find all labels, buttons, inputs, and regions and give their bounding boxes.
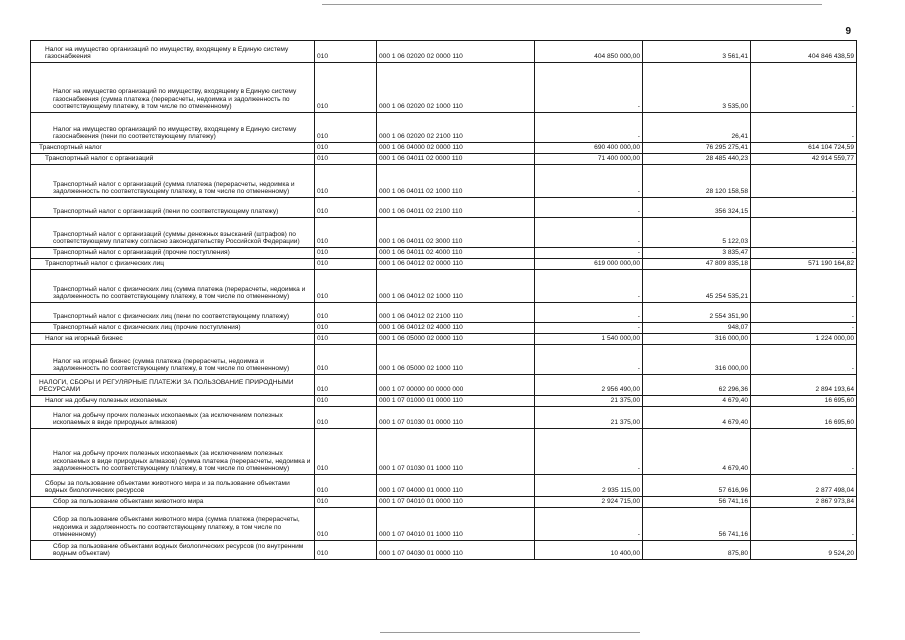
cell-rest: 614 104 724,59 <box>751 143 857 154</box>
cell-code: 010 <box>315 63 377 113</box>
cell-fact: 4 679,40 <box>643 396 751 407</box>
cell-rest: - <box>751 218 857 248</box>
table-row <box>31 334 857 345</box>
cell-name: Сборы за пользование объектами животного мира и за пользование объектами водных биологических ресурсов <box>31 475 315 497</box>
cell-code: 010 <box>315 323 377 334</box>
cell-code: 010 <box>315 541 377 560</box>
cell-code: 010 <box>315 497 377 508</box>
cell-rest: - <box>751 63 857 113</box>
cell-fact: 56 741,16 <box>643 508 751 541</box>
cell-name: Сбор за пользование объектами водных биологических ресурсов (по внутренним водным объектам) <box>31 541 315 560</box>
table-row <box>31 165 857 198</box>
cell-name: Транспортный налог с организаций (пени по соответствующему платежу) <box>31 198 315 218</box>
cell-fact: 62 296,36 <box>643 375 751 396</box>
cell-rest: - <box>751 113 857 143</box>
table-row <box>31 113 857 143</box>
cell-kbk: 000 1 07 04030 01 0000 110 <box>377 541 535 560</box>
table-row <box>31 143 857 154</box>
cell-name: Налог на имущество организаций по имуществу, входящему в Единую систему газоснабжения (пени по соответствующему платежу) <box>31 113 315 143</box>
cell-kbk: 000 1 07 04000 01 0000 110 <box>377 475 535 497</box>
cell-code: 010 <box>315 345 377 375</box>
cell-kbk: 000 1 06 04012 02 4000 110 <box>377 323 535 334</box>
cell-name: Налог на имущество организаций по имуществу, входящему в Единую систему газоснабжения (сумма платежа (перерасчеты, недоимка и задолженность по соответствующему платежу, в том числе по отмененному) <box>31 63 315 113</box>
cell-code: 010 <box>315 143 377 154</box>
cell-rest: 571 190 164,82 <box>751 259 857 270</box>
scan-line-top <box>322 4 822 5</box>
cell-code: 010 <box>315 334 377 345</box>
table-row <box>31 475 857 497</box>
cell-kbk: 000 1 06 04011 02 1000 110 <box>377 165 535 198</box>
cell-code: 010 <box>315 198 377 218</box>
table-row <box>31 375 857 396</box>
cell-kbk: 000 1 06 04000 02 0000 110 <box>377 143 535 154</box>
cell-fact: 875,80 <box>643 541 751 560</box>
table-row <box>31 345 857 375</box>
table-row <box>31 497 857 508</box>
cell-plan: - <box>535 63 643 113</box>
cell-rest: 9 524,20 <box>751 541 857 560</box>
cell-kbk: 000 1 06 04012 02 0000 110 <box>377 259 535 270</box>
cell-name: Транспортный налог с организаций <box>31 154 315 165</box>
cell-name: Налог на добычу полезных ископаемых <box>31 396 315 407</box>
table-row <box>31 259 857 270</box>
cell-kbk: 000 1 07 01030 01 0000 110 <box>377 407 535 429</box>
table-row <box>31 198 857 218</box>
cell-kbk: 000 1 07 04010 01 0000 110 <box>377 497 535 508</box>
cell-fact: 3 535,00 <box>643 63 751 113</box>
cell-kbk: 000 1 06 05000 02 1000 110 <box>377 345 535 375</box>
cell-kbk: 000 1 06 04012 02 1000 110 <box>377 270 535 303</box>
cell-fact: 5 122,03 <box>643 218 751 248</box>
cell-kbk: 000 1 06 02020 02 0000 110 <box>377 41 535 63</box>
cell-fact: 28 485 440,23 <box>643 154 751 165</box>
scan-line-bottom <box>380 632 640 633</box>
cell-kbk: 000 1 06 04011 02 0000 110 <box>377 154 535 165</box>
cell-plan: 71 400 000,00 <box>535 154 643 165</box>
cell-fact: 76 295 275,41 <box>643 143 751 154</box>
cell-kbk: 000 1 07 04010 01 1000 110 <box>377 508 535 541</box>
cell-plan: 21 375,00 <box>535 396 643 407</box>
cell-rest: 2 894 193,64 <box>751 375 857 396</box>
cell-plan: - <box>535 508 643 541</box>
report-table <box>30 40 857 560</box>
cell-rest: 2 877 498,04 <box>751 475 857 497</box>
cell-plan: 690 400 000,00 <box>535 143 643 154</box>
cell-name: НАЛОГИ, СБОРЫ И РЕГУЛЯРНЫЕ ПЛАТЕЖИ ЗА ПОЛЬЗОВАНИЕ ПРИРОДНЫМИ РЕСУРСАМИ <box>31 375 315 396</box>
cell-rest: - <box>751 270 857 303</box>
cell-rest: - <box>751 323 857 334</box>
cell-kbk: 000 1 06 04011 02 2100 110 <box>377 198 535 218</box>
cell-code: 010 <box>315 407 377 429</box>
cell-fact: 56 741,16 <box>643 497 751 508</box>
cell-plan: 21 375,00 <box>535 407 643 429</box>
cell-code: 010 <box>315 165 377 198</box>
table-row <box>31 508 857 541</box>
cell-kbk: 000 1 06 02020 02 2100 110 <box>377 113 535 143</box>
cell-plan: - <box>535 323 643 334</box>
cell-rest: 1 224 000,00 <box>751 334 857 345</box>
cell-name: Транспортный налог с физических лиц (пени по соответствующему платежу) <box>31 303 315 323</box>
cell-fact: 57 616,96 <box>643 475 751 497</box>
cell-fact: 316 000,00 <box>643 334 751 345</box>
cell-rest: - <box>751 345 857 375</box>
table-row <box>31 154 857 165</box>
cell-fact: 356 324,15 <box>643 198 751 218</box>
cell-rest: - <box>751 508 857 541</box>
cell-name: Налог на имущество организаций по имуществу, входящему в Единую систему газоснабжения <box>31 41 315 63</box>
cell-plan: - <box>535 270 643 303</box>
cell-code: 010 <box>315 303 377 323</box>
cell-name: Транспортный налог с физических лиц <box>31 259 315 270</box>
cell-plan: - <box>535 345 643 375</box>
cell-code: 010 <box>315 375 377 396</box>
cell-rest: - <box>751 248 857 259</box>
cell-plan: - <box>535 218 643 248</box>
cell-name: Транспортный налог с организаций (сумма платежа (перерасчеты, недоимка и задолженность по соответствующему платежу, в том числе по отмененному) <box>31 165 315 198</box>
cell-kbk: 000 1 06 02020 02 1000 110 <box>377 63 535 113</box>
cell-plan: 2 956 490,00 <box>535 375 643 396</box>
cell-fact: 948,07 <box>643 323 751 334</box>
cell-code: 010 <box>315 396 377 407</box>
cell-name: Сбор за пользование объектами животного мира (сумма платежа (перерасчеты, недоимка и задолженность по соответствующему платежу, в том числе по отмененному) <box>31 508 315 541</box>
cell-kbk: 000 1 07 01000 01 0000 110 <box>377 396 535 407</box>
cell-name: Налог на игорный бизнес (сумма платежа (перерасчеты, недоимка и задолженность по соответствующему платежу, в том числе по отмененному) <box>31 345 315 375</box>
cell-code: 010 <box>315 154 377 165</box>
cell-plan: - <box>535 165 643 198</box>
cell-plan: - <box>535 113 643 143</box>
cell-plan: 404 850 000,00 <box>535 41 643 63</box>
cell-code: 010 <box>315 429 377 475</box>
cell-name: Транспортный налог с организаций (суммы денежных взысканий (штрафов) по соответствующему платежу согласно законодательству Российской Федерации) <box>31 218 315 248</box>
cell-plan: 2 924 715,00 <box>535 497 643 508</box>
cell-name: Транспортный налог с физических лиц (сумма платежа (перерасчеты, недоимка и задолженность по соответствующему платежу, в том числе по отмененному) <box>31 270 315 303</box>
cell-rest: - <box>751 303 857 323</box>
cell-kbk: 000 1 06 04012 02 2100 110 <box>377 303 535 323</box>
cell-name: Транспортный налог с физических лиц (прочие поступления) <box>31 323 315 334</box>
cell-fact: 28 120 158,58 <box>643 165 751 198</box>
cell-name: Транспортный налог <box>31 143 315 154</box>
cell-code: 010 <box>315 41 377 63</box>
cell-fact: 316 000,00 <box>643 345 751 375</box>
cell-plan: 10 400,00 <box>535 541 643 560</box>
cell-name: Сбор за пользование объектами животного мира <box>31 497 315 508</box>
cell-kbk: 000 1 06 05000 02 0000 110 <box>377 334 535 345</box>
table-row <box>31 63 857 113</box>
cell-rest: - <box>751 429 857 475</box>
cell-plan: 619 000 000,00 <box>535 259 643 270</box>
cell-fact: 3 835,47 <box>643 248 751 259</box>
cell-code: 010 <box>315 113 377 143</box>
cell-code: 010 <box>315 270 377 303</box>
cell-rest: 2 867 973,84 <box>751 497 857 508</box>
table-row <box>31 270 857 303</box>
table-row <box>31 541 857 560</box>
report-body <box>31 41 857 560</box>
table-row <box>31 407 857 429</box>
cell-name: Налог на игорный бизнес <box>31 334 315 345</box>
cell-rest: 404 846 438,59 <box>751 41 857 63</box>
cell-code: 010 <box>315 218 377 248</box>
cell-name: Налог на добычу прочих полезных ископаемых (за исключением полезных ископаемых в виде природных алмазов) <box>31 407 315 429</box>
cell-plan: 2 935 115,00 <box>535 475 643 497</box>
cell-kbk: 000 1 06 04011 02 3000 110 <box>377 218 535 248</box>
cell-name: Транспортный налог с организаций (прочие поступления) <box>31 248 315 259</box>
cell-code: 010 <box>315 508 377 541</box>
cell-fact: 45 254 535,21 <box>643 270 751 303</box>
cell-name: Налог на добычу прочих полезных ископаемых (за исключением полезных ископаемых в виде природных алмазов) (сумма платежа (перерасчеты, недоимка и задолженность по соответствующему платежу, в том числе по отмененному) <box>31 429 315 475</box>
cell-kbk: 000 1 07 00000 00 0000 000 <box>377 375 535 396</box>
cell-plan: - <box>535 248 643 259</box>
cell-kbk: 000 1 07 01030 01 1000 110 <box>377 429 535 475</box>
cell-plan: - <box>535 303 643 323</box>
table-row <box>31 303 857 323</box>
cell-fact: 3 561,41 <box>643 41 751 63</box>
cell-fact: 47 809 835,18 <box>643 259 751 270</box>
cell-fact: 4 679,40 <box>643 429 751 475</box>
cell-plan: 1 540 000,00 <box>535 334 643 345</box>
table-row <box>31 248 857 259</box>
cell-fact: 2 554 351,90 <box>643 303 751 323</box>
cell-kbk: 000 1 06 04011 02 4000 110 <box>377 248 535 259</box>
cell-rest: - <box>751 198 857 218</box>
cell-code: 010 <box>315 259 377 270</box>
table-row <box>31 41 857 63</box>
cell-rest: 42 914 559,77 <box>751 154 857 165</box>
cell-rest: 16 695,60 <box>751 407 857 429</box>
cell-fact: 26,41 <box>643 113 751 143</box>
cell-plan: - <box>535 429 643 475</box>
cell-fact: 4 679,40 <box>643 407 751 429</box>
cell-code: 010 <box>315 475 377 497</box>
cell-code: 010 <box>315 248 377 259</box>
cell-rest: - <box>751 165 857 198</box>
table-row <box>31 429 857 475</box>
page-number: 9 <box>845 26 851 37</box>
table-row <box>31 218 857 248</box>
table-row <box>31 323 857 334</box>
table-row <box>31 396 857 407</box>
cell-plan: - <box>535 198 643 218</box>
cell-rest: 16 695,60 <box>751 396 857 407</box>
